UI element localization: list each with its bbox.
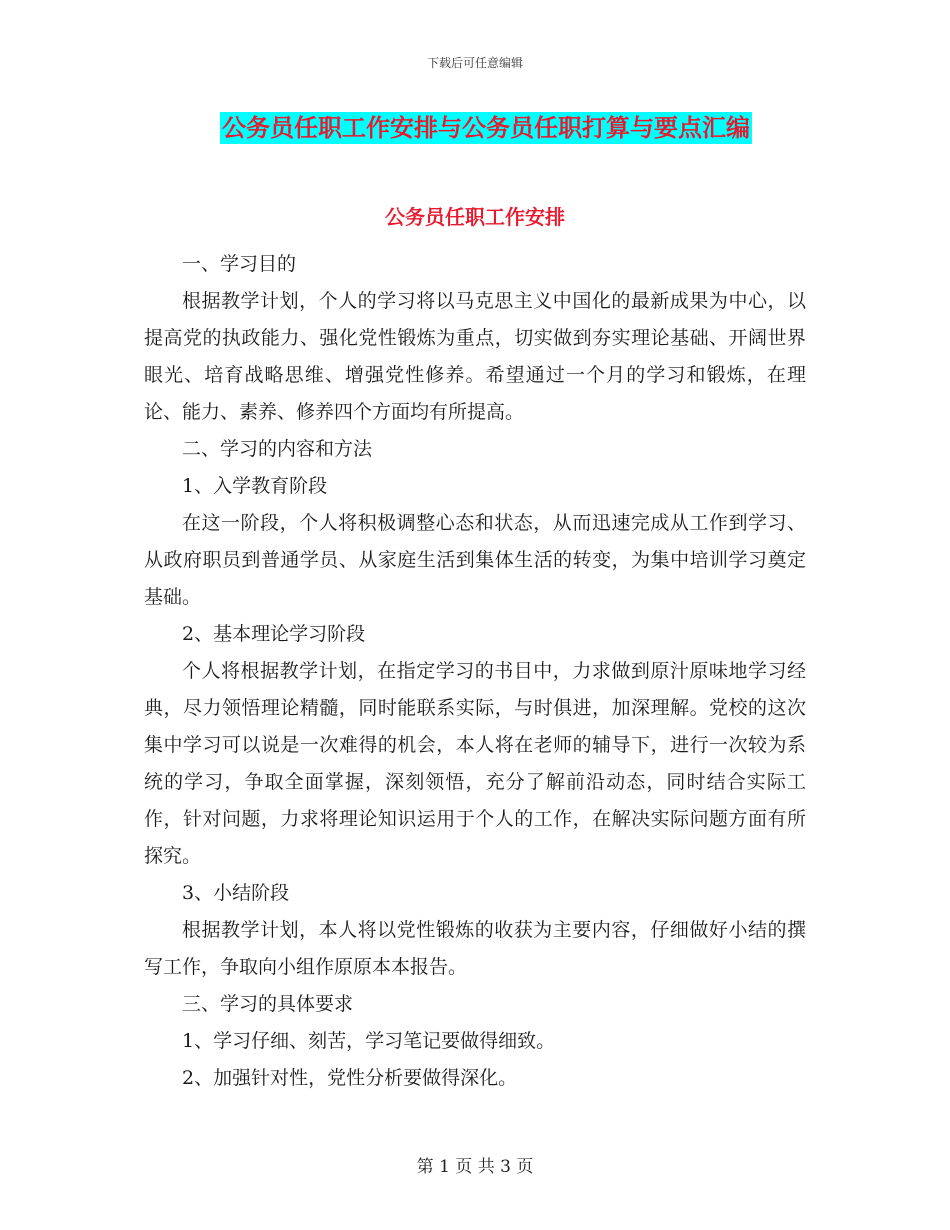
paragraph-learning-goal: 根据教学计划，个人的学习将以马克思主义中国化的最新成果为中心，以提高党的执政能力、强化党性锻炼为重点，切实做到夯实理论基础、开阔世界眼光、培育战略思维、增强党性修养。希望通过一个月的学习和锻炼，在理论、能力、素养、修养四个方面均有所提高。	[144, 290, 806, 423]
paragraph-enrollment-stage: 在这一阶段，个人将积极调整心态和状态，从而迅速完成从工作到学习、从政府职员到普通学员、从家庭生活到集体生活的转变，为集中培训学习奠定基础。	[144, 512, 806, 608]
paragraph-summary-stage: 根据教学计划，本人将以党性锻炼的收获为主要内容，仔细做好小结的撰写工作，争取向小组作原原本本报告。	[144, 919, 806, 978]
requirement-item-2: 2、加强针对性，党性分析要做得深化。	[182, 1067, 518, 1089]
subheading-summary-stage: 3、小结阶段	[182, 882, 290, 904]
subheading-theory-stage: 2、基本理论学习阶段	[182, 623, 366, 645]
heading-learning-goal: 一、学习目的	[182, 253, 297, 275]
document-body	[144, 246, 806, 1097]
heading-specific-requirements: 三、学习的具体要求	[182, 993, 354, 1015]
subheading-enrollment-stage: 1、入学教育阶段	[182, 475, 328, 497]
paragraph-theory-stage: 个人将根据教学计划，在指定学习的书目中，力求做到原汁原味地学习经典，尽力领悟理论精髓，同时能联系实际，与时俱进，加深理解。党校的这次集中学习可以说是一次难得的机会，本人将在老师的辅导下，进行一次较为系统的学习，争取全面掌握，深刻领悟，充分了解前沿动态，同时结合实际工作，针对问题，力求将理论知识运用于个人的工作，在解决实际问题方面有所探究。	[144, 660, 806, 867]
document-title-container	[0, 112, 950, 144]
document-title: 公务员任职工作安排与公务员任职打算与要点汇编	[222, 114, 750, 142]
header-note: 下载后可任意编辑	[426, 56, 523, 70]
heading-content-method: 二、学习的内容和方法	[182, 438, 373, 460]
page-number: 第 1 页 共 3 页	[416, 1157, 534, 1177]
section-title: 公务员任职工作安排	[385, 205, 565, 229]
requirement-item-1: 1、学习仔细、刻苦，学习笔记要做得细致。	[182, 1030, 556, 1052]
